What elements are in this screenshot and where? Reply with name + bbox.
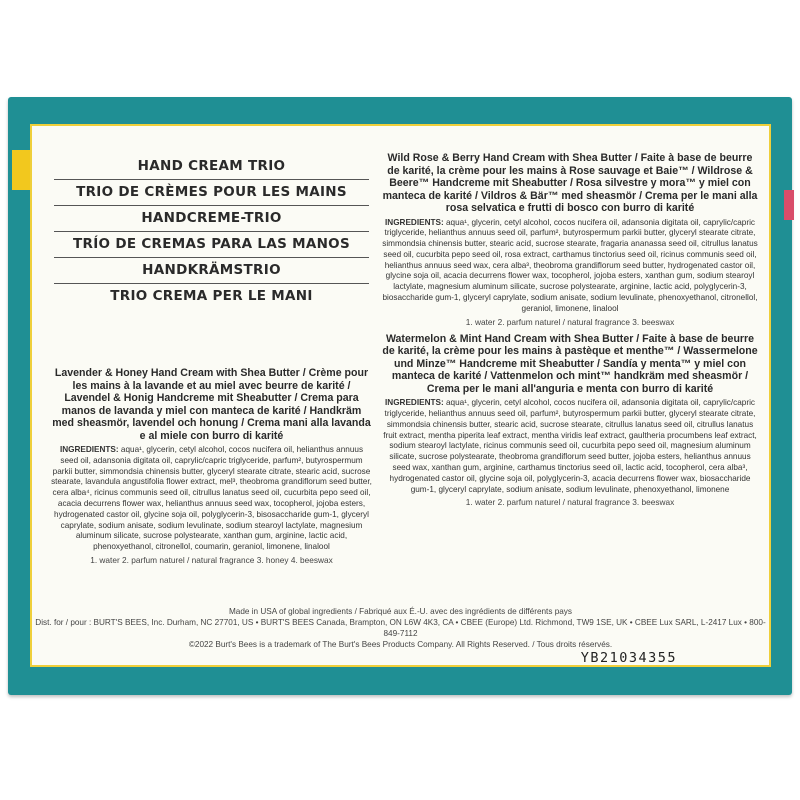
watermelon-ingredients-label: INGREDIENTS: bbox=[385, 398, 444, 408]
footer-copyright: ©2022 Burt's Bees is a trademark of The Burt's Bees Products Company. All Rights Reserved. / Tous droits réservés. bbox=[188, 640, 613, 649]
right-column bbox=[382, 126, 758, 507]
rose-section bbox=[382, 152, 758, 327]
footer-distributor: Dist. for / pour : BURT'S BEES, Inc. Durham, NC 27701, US • BURT'S BEES Canada, Brampton, ON L6W 4K3, CA • CBEE (Europe) Ltd. Richmond, TW9 1SE, UK • CBEE Lux SARL, L-2417 Lux • 800-849-7112 bbox=[35, 618, 766, 638]
pink-edge-right bbox=[784, 190, 794, 220]
watermelon-ingredients bbox=[382, 398, 758, 495]
watermelon-heading: Watermelon & Mint Hand Cream with Shea Butter / Faite à base de beurre de karité, la crème pour les mains à pastèque et menthe™ / Wassermelone und Minze™ Handcreme mit Sheabutter / Sandía y menta™ y miel con manteca de karité / Vattenmelon och mint™ handkräm med sheasmör / Crema per le mani all'anguria e menta con burro di karité bbox=[382, 332, 758, 395]
lavender-section bbox=[44, 367, 379, 565]
lavender-ingredients-text: aqua¹, glycerin, cetyl alcohol, cocos nucifera oil, helianthus annuus seed oil, adansonia digitata oil, caprylic/capric triglyceride, parfum², butyrospermum parkii butter, simmondsia chinensis butter, glyceryl stearate citrate, stearic acid, sucrose stearate, lavandula angustifolia flower extract, mel³, theobroma grandiflorum seed butter, cera alba⁴, ricinus communis seed oil, citrullus lanatus seed oil, cucurbita pepo seed oil, acacia decurrens flower wax, helianthus annuus seed wax, tocopherol, jojoba esters, hydrogenated castor oil, glycine soja oil, polyglycerin-3, bisosaccharide gum-1, glyceryl caprylate, sodium anisate, sodium levulinate, sodium stearoyl lactylate, magnesium aluminum silicate, sucrose polystearate, xanthan gum, arginine, lactic acid, phenoxyethanol, citronellol, coumarin, geraniol, limonene, linalool bbox=[51, 445, 372, 552]
lavender-notes: 1. water 2. parfum naturel / natural fragrance 3. honey 4. beeswax bbox=[90, 554, 333, 565]
title-fr: TRIO DE CRÈMES POUR LES MAINS bbox=[54, 180, 369, 206]
title-it: TRIO CREMA PER LE MANI bbox=[110, 288, 313, 304]
lavender-ingredients bbox=[50, 445, 373, 553]
title-de: HANDCREME-TRIO bbox=[54, 206, 369, 232]
rose-ingredients-label: INGREDIENTS: bbox=[385, 217, 444, 227]
footer-info bbox=[32, 606, 769, 650]
left-column bbox=[44, 126, 379, 565]
watermelon-ingredients-text: aqua¹, glycerin, cetyl alcohol, cocos nucifera oil, adansonia digitata oil, caprylic/capric triglyceride, helianthus annuus seed oil, parfum², butyrospermum parkii butter, glyceryl stearate citrate, simmondsia chinensis butter, stearic acid, sucrose stearate, citrullus lanatus seed oil, citrullus lanatus fruit extract, mentha piperita leaf extract, mentha viridis leaf extract, gaultheria procumbens leaf extract, sodium stearoyl lactylate, ricinus communis seed oil, cucurbita pepo seed oil, magnesium aluminum silicate, sucrose polystearate, theobroma grandiflorum seed butter, jojoba esters, helianthus annuus seed wax, xanthan gum, arginine, carthamus tinctorius seed oil, lactic acid, tocopherol, cera alba³, hydrogenated castor oil, glycine soja oil, polyglycerin-3, acacia decurrens flower wax, biosaccharide gum-1, glyceryl caprylate, sodium anisate, sodium levulinate, phenoxyethanol, limonene bbox=[383, 398, 757, 494]
watermelon-notes: 1. water 2. parfum naturel / natural fragrance 3. beeswax bbox=[465, 497, 675, 508]
watermelon-section bbox=[382, 333, 758, 508]
label-panel bbox=[30, 124, 771, 667]
batch-code: YB21034355 bbox=[580, 650, 677, 666]
title-sv: HANDKRÄMSTRIO bbox=[54, 258, 369, 284]
rose-heading: Wild Rose & Berry Hand Cream with Shea Butter / Faite à base de beurre de karité, la crème pour les mains à Rose sauvage et Baie™ / Wildrose & Beere™ Handcreme mit Sheabutter / Rosa silvestre y mora™ y miel con manteca de karité / Vildros & Bär™ med sheasmör / Crema per le mani alla rosa selvatica e frutti di bosco con burro di karité bbox=[382, 152, 758, 214]
footer-origin: Made in USA of global ingredients / Fabriqué aux É.-U. avec des ingrédients de différents pays bbox=[228, 607, 572, 616]
lavender-ingredients-label: INGREDIENTS: bbox=[59, 445, 119, 454]
rose-notes: 1. water 2. parfum naturel / natural fragrance 3. beeswax bbox=[465, 316, 675, 327]
title-en: HAND CREAM TRIO bbox=[54, 154, 369, 180]
rose-ingredients bbox=[382, 218, 758, 315]
rose-ingredients-text: aqua¹, glycerin, cetyl alcohol, cocos nucifera oil, adansonia digitata oil, caprylic/capric triglyceride, helianthus annuus seed oil, parfum², butyrospermum parkii butter, glyceryl stearate citrate, simmondsia chinensis butter, stearic acid, sucrose stearate, fragaria ananassa seed oil, citrullus lanatus seed oil, cucurbita pepo seed oil, rosa extract, carthamus tinctorius seed oil, ricinus communis seed oil, helianthus annuus seed wax, cera alba³, theobroma grandiflorum seed butter, hydrogenated castor oil, glycine soja oil, acacia decurrens flower wax, tocopherol, jojoba esters, xanthan gum, sodium stearoyl lactylate, magnesium aluminum silicate, sucrose polystearate, arginine, lactic acid, polyglycerin-3, biosaccharide gum-1, glyceryl caprylate, sodium anisate, sodium levulinate, phenoxyethanol, citronellol, geraniol, limonene, linalool bbox=[382, 217, 758, 313]
title-es: TRÍO DE CREMAS PARA LAS MANOS bbox=[54, 232, 369, 258]
lavender-heading: Lavender & Honey Hand Cream with Shea Butter / Crème pour les mains à la lavande et au miel avec beurre de karité / Lavendel & Honig Handcreme mit Sheabutter / Crema para manos de lavanda y miel con manteca de karité / Handkräm med sheasmör, lavendel och honung / Crema mani alla lavanda e al miele con burro di karité bbox=[52, 367, 371, 442]
title-list bbox=[44, 154, 379, 309]
